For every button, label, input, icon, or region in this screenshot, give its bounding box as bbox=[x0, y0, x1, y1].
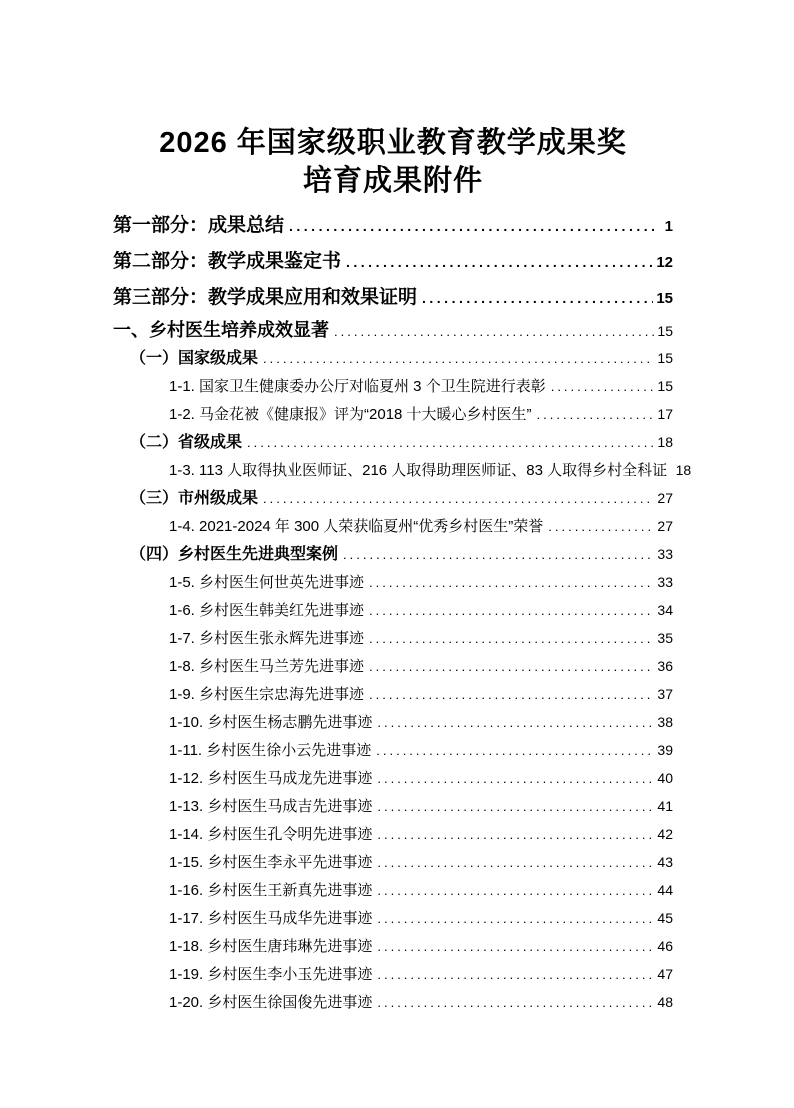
toc-entry-label: 1-18. 乡村医生唐玮琳先进事迹 bbox=[169, 938, 373, 955]
toc-entry-label: 1-3. 113 人取得执业医师证、216 人取得助理医师证、83 人取得乡村全科证 bbox=[169, 462, 668, 479]
toc-entry-label: 1-1. 国家卫生健康委办公厅对临夏州 3 个卫生院进行表彰 bbox=[169, 378, 546, 395]
toc-entry[interactable] bbox=[113, 624, 673, 652]
toc-entry[interactable] bbox=[113, 736, 673, 764]
dot-leader bbox=[377, 933, 654, 961]
toc-entry-label: 1-8. 乡村医生马兰芳先进事迹 bbox=[169, 658, 365, 675]
toc-entry-page: 35 bbox=[657, 630, 673, 646]
toc-entry-page: 17 bbox=[657, 406, 673, 422]
toc-entry[interactable] bbox=[113, 456, 692, 484]
toc-entry-label: 1-9. 乡村医生宗忠海先进事迹 bbox=[169, 686, 365, 703]
dot-leader bbox=[377, 849, 654, 877]
toc-entry-page: 12 bbox=[656, 254, 673, 271]
dot-leader bbox=[377, 821, 654, 849]
dot-leader bbox=[263, 485, 654, 513]
dot-leader bbox=[343, 541, 654, 569]
dot-leader bbox=[377, 961, 654, 989]
document-title-line1: 2026 年国家级职业教育教学成果奖 bbox=[159, 127, 627, 159]
toc-entry[interactable] bbox=[113, 512, 673, 540]
toc-entry-label: （四）乡村医生先进典型案例 bbox=[130, 546, 339, 563]
toc-entry[interactable] bbox=[113, 316, 673, 344]
toc-entry-page: 18 bbox=[657, 434, 673, 450]
toc-entry-label: 第二部分：教学成果鉴定书 bbox=[113, 251, 342, 272]
dot-leader bbox=[369, 625, 654, 653]
dot-leader bbox=[377, 905, 654, 933]
dot-leader bbox=[369, 653, 654, 681]
toc-entry-page: 34 bbox=[657, 602, 673, 618]
toc-entry-page: 45 bbox=[657, 910, 673, 926]
toc-part-entry[interactable] bbox=[113, 280, 673, 316]
toc-entry-page: 40 bbox=[657, 770, 673, 786]
toc-entry[interactable] bbox=[113, 568, 673, 596]
toc-entry-page: 44 bbox=[657, 882, 673, 898]
toc-entry-page: 42 bbox=[657, 826, 673, 842]
toc-entry-page: 38 bbox=[657, 714, 673, 730]
dot-leader bbox=[548, 513, 654, 541]
toc-entry-label: 第三部分：教学成果应用和效果证明 bbox=[113, 287, 418, 308]
toc-entry-label: 1-10. 乡村医生杨志鹏先进事迹 bbox=[169, 714, 373, 731]
dot-leader bbox=[369, 597, 654, 625]
toc-entry-page: 48 bbox=[657, 994, 673, 1010]
toc-entry-page: 15 bbox=[657, 350, 673, 366]
toc-entry-label: 1-6. 乡村医生韩美红先进事迹 bbox=[169, 602, 365, 619]
dot-leader bbox=[369, 681, 654, 709]
toc-entry[interactable] bbox=[113, 932, 673, 960]
dot-leader bbox=[263, 345, 654, 373]
toc-entry-label: （三）市州级成果 bbox=[130, 490, 259, 507]
dot-leader bbox=[346, 244, 653, 280]
dot-leader bbox=[377, 709, 654, 737]
document-title-line2: 培育成果附件 bbox=[302, 165, 483, 197]
toc-entry[interactable] bbox=[113, 428, 673, 456]
table-of-contents bbox=[113, 208, 692, 1016]
toc-entry-label: 1-5. 乡村医生何世英先进事迹 bbox=[169, 574, 365, 591]
toc-entry-label: 1-14. 乡村医生孔令明先进事迹 bbox=[169, 826, 373, 843]
toc-entry-label: 第一部分：成果总结 bbox=[113, 215, 285, 236]
toc-entry-label: 1-13. 乡村医生马成吉先进事迹 bbox=[169, 798, 373, 815]
dot-leader bbox=[369, 569, 654, 597]
toc-entry-label: （二）省级成果 bbox=[130, 434, 243, 451]
toc-entry[interactable] bbox=[113, 820, 673, 848]
dot-leader bbox=[377, 877, 654, 905]
dot-leader bbox=[334, 318, 654, 346]
toc-entry-page: 41 bbox=[657, 798, 673, 814]
toc-entry[interactable] bbox=[113, 372, 673, 400]
toc-part-entry[interactable] bbox=[113, 244, 673, 280]
toc-entry-page: 43 bbox=[657, 854, 673, 870]
toc-entry-label: 1-20. 乡村医生徐国俊先进事迹 bbox=[169, 994, 373, 1011]
toc-entry-page: 36 bbox=[657, 658, 673, 674]
toc-entry-label: 1-16. 乡村医生王新真先进事迹 bbox=[169, 882, 373, 899]
toc-entry-page: 18 bbox=[675, 462, 692, 478]
toc-content bbox=[113, 124, 692, 1016]
toc-entry[interactable] bbox=[113, 876, 673, 904]
toc-entry[interactable] bbox=[113, 596, 673, 624]
toc-entry-page: 39 bbox=[657, 742, 673, 758]
toc-entry[interactable] bbox=[113, 680, 673, 708]
toc-entry-page: 27 bbox=[657, 518, 673, 534]
toc-entry[interactable] bbox=[113, 540, 673, 568]
dot-leader bbox=[247, 429, 654, 457]
toc-entry-page: 1 bbox=[664, 218, 673, 235]
toc-entry[interactable] bbox=[113, 708, 673, 736]
toc-entry[interactable] bbox=[113, 960, 673, 988]
dot-leader bbox=[289, 208, 654, 244]
toc-entry-label: 1-4. 2021-2024 年 300 人荣获临夏州“优秀乡村医生”荣誉 bbox=[169, 518, 544, 535]
toc-entry[interactable] bbox=[113, 400, 673, 428]
toc-entry-page: 33 bbox=[657, 574, 673, 590]
dot-leader bbox=[377, 989, 654, 1017]
toc-entry-label: 1-7. 乡村医生张永辉先进事迹 bbox=[169, 630, 365, 647]
toc-entry-page: 46 bbox=[657, 938, 673, 954]
toc-entry-page: 15 bbox=[657, 378, 673, 394]
toc-entry[interactable] bbox=[113, 484, 673, 512]
dot-leader bbox=[551, 373, 654, 401]
toc-entry-label: 1-17. 乡村医生马成华先进事迹 bbox=[169, 910, 373, 927]
dot-leader bbox=[422, 280, 653, 316]
toc-part-entry[interactable] bbox=[113, 208, 673, 244]
dot-leader bbox=[377, 793, 654, 821]
toc-entry[interactable] bbox=[113, 652, 673, 680]
toc-entry-page: 33 bbox=[657, 546, 673, 562]
toc-entry[interactable] bbox=[113, 344, 673, 372]
toc-entry-page: 15 bbox=[657, 323, 673, 339]
document-title bbox=[113, 124, 673, 200]
dot-leader bbox=[377, 765, 654, 793]
toc-entry-page: 15 bbox=[656, 290, 673, 307]
dot-leader bbox=[537, 401, 654, 429]
toc-entry-label: 1-15. 乡村医生李永平先进事迹 bbox=[169, 854, 373, 871]
toc-entry[interactable] bbox=[113, 848, 673, 876]
toc-entry-label: （一）国家级成果 bbox=[130, 350, 259, 367]
toc-entry[interactable] bbox=[113, 764, 673, 792]
toc-entry[interactable] bbox=[113, 792, 673, 820]
toc-entry-page: 47 bbox=[657, 966, 673, 982]
toc-entry-label: 一、乡村医生培养成效显著 bbox=[113, 320, 329, 340]
toc-entry-label: 1-2. 马金花被《健康报》评为“2018 十大暖心乡村医生” bbox=[169, 406, 532, 423]
toc-entry-page: 27 bbox=[657, 490, 673, 506]
toc-entry-label: 1-11. 乡村医生徐小云先进事迹 bbox=[169, 742, 372, 759]
dot-leader bbox=[376, 737, 654, 765]
toc-entry-page: 37 bbox=[657, 686, 673, 702]
toc-entry[interactable] bbox=[113, 904, 673, 932]
toc-entry-label: 1-12. 乡村医生马成龙先进事迹 bbox=[169, 770, 373, 787]
toc-entry[interactable] bbox=[113, 988, 673, 1016]
toc-entry-label: 1-19. 乡村医生李小玉先进事迹 bbox=[169, 966, 373, 983]
